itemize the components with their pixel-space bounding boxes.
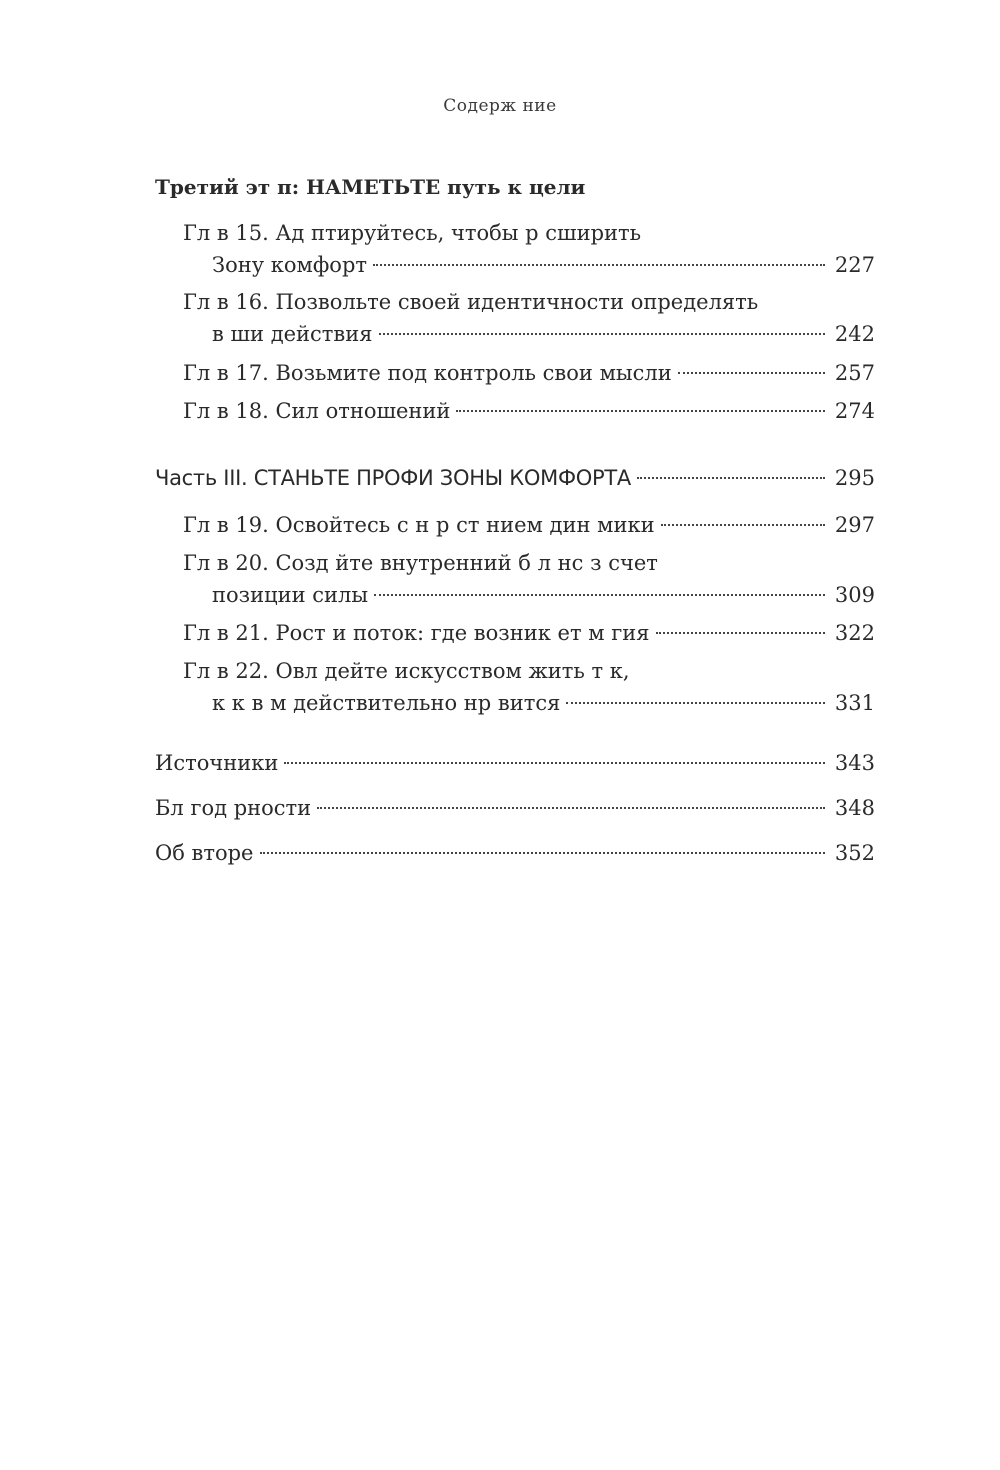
- toc-entry-title: Зону комфорт: [212, 253, 367, 277]
- dot-leader: [637, 477, 825, 479]
- dot-leader: [379, 333, 826, 335]
- toc-page-number: 257: [834, 361, 875, 385]
- toc-entry-title: в ши действия: [212, 322, 373, 346]
- toc-chapter-22-line1[interactable]: [183, 656, 875, 686]
- toc-entry-title: Гл в 19. Освойтесь с н р ст нием дин мики: [183, 513, 655, 537]
- toc-page-number: 297: [834, 513, 875, 537]
- toc-entry-title: Источники: [155, 751, 279, 775]
- toc-sources[interactable]: [155, 748, 875, 778]
- toc-chapter-15-line1[interactable]: [183, 218, 875, 248]
- toc-chapter-19[interactable]: [183, 510, 875, 540]
- toc-entry-title: Гл в 16. Позвольте своей идентичности определять: [183, 290, 759, 314]
- toc-part-3[interactable]: [155, 463, 875, 493]
- toc-stage-3[interactable]: [155, 172, 875, 202]
- toc-entry-title: к к в м действительно нр вится: [212, 691, 561, 715]
- toc-page-number: 295: [834, 466, 875, 490]
- toc-page-number: 348: [834, 796, 875, 820]
- toc-acknowledgements[interactable]: [155, 793, 875, 823]
- toc-chapter-20-line1[interactable]: [183, 548, 875, 578]
- toc-entry-title: Третий эт п: НАМЕТЬТЕ путь к цели: [155, 175, 586, 199]
- toc-page-number: 242: [834, 322, 875, 346]
- toc-entry-title: Гл в 17. Возьмите под контроль свои мысли: [183, 361, 672, 385]
- toc-chapter-16-line1[interactable]: [183, 287, 875, 317]
- toc-chapter-20-line2[interactable]: [212, 580, 875, 610]
- toc-entry-title: Часть III. СТАНЬТЕ ПРОФИ ЗОНЫ КОМФОРТА: [155, 466, 631, 490]
- dot-leader: [260, 852, 826, 854]
- dot-leader: [373, 264, 825, 266]
- toc-page-number: 274: [834, 399, 875, 423]
- toc-page-number: 309: [834, 583, 875, 607]
- toc-chapter-15-line2[interactable]: [212, 250, 875, 280]
- toc-entry-title: Гл в 21. Рост и поток: где возник ет м гия: [183, 621, 650, 645]
- toc-chapter-17[interactable]: [183, 358, 875, 388]
- dot-leader: [566, 702, 825, 704]
- toc-chapter-18[interactable]: [183, 396, 875, 426]
- toc-entry-title: Гл в 22. Овл дейте искусством жить т к,: [183, 659, 630, 683]
- toc-entry-title: Гл в 18. Сил отношений: [183, 399, 451, 423]
- toc-page-number: 331: [834, 691, 875, 715]
- toc-chapter-21[interactable]: [183, 618, 875, 648]
- dot-leader: [656, 632, 826, 634]
- dot-leader: [284, 762, 825, 764]
- toc-entry-title: позиции силы: [212, 583, 369, 607]
- dot-leader: [456, 410, 825, 412]
- toc-entry-title: Гл в 20. Созд йте внутренний б л нс з счет: [183, 551, 658, 575]
- toc-about-author[interactable]: [155, 838, 875, 868]
- toc-chapter-22-line2[interactable]: [212, 688, 875, 718]
- toc-page-number: 227: [834, 253, 875, 277]
- dot-leader: [661, 524, 825, 526]
- toc-entry-title: Гл в 15. Ад птируйтесь, чтобы р сширить: [183, 221, 642, 245]
- toc-entry-title: Бл год рности: [155, 796, 312, 820]
- toc-page-number: 352: [834, 841, 875, 865]
- dot-leader: [317, 807, 825, 809]
- running-title: Содерж ние: [443, 96, 557, 116]
- toc-chapter-16-line2[interactable]: [212, 319, 875, 349]
- dot-leader: [374, 594, 825, 596]
- dot-leader: [678, 372, 825, 374]
- toc-page-number: 322: [834, 621, 875, 645]
- toc-entry-title: Об вторе: [155, 841, 254, 865]
- toc-page-number: 343: [834, 751, 875, 775]
